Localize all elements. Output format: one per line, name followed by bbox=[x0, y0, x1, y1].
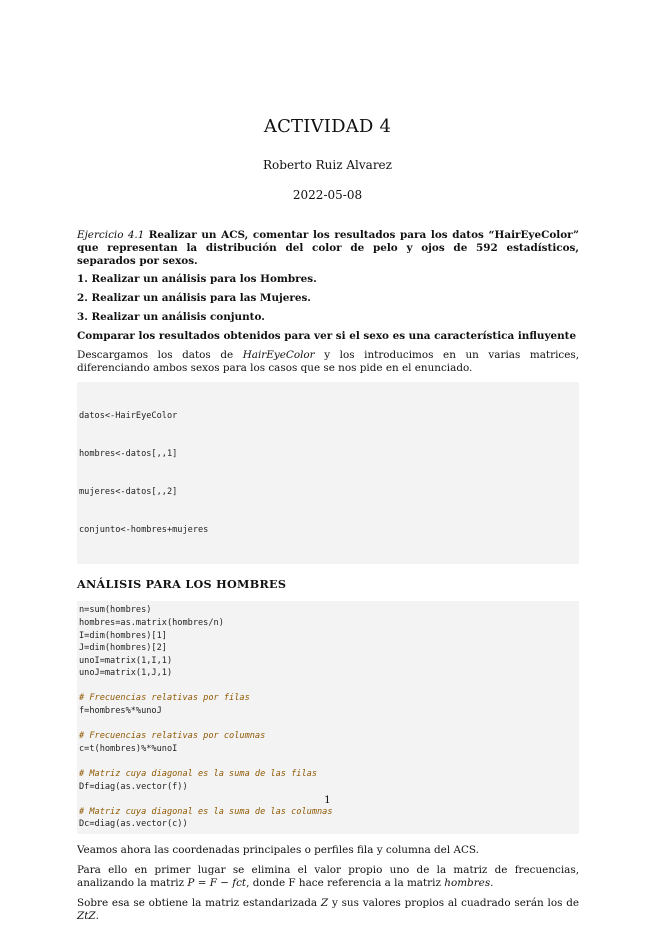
section-heading-hombres: ANÁLISIS PARA LOS HOMBRES bbox=[77, 577, 287, 592]
code-line: f=hombres%*%unoJ bbox=[79, 706, 162, 717]
code-line: Dc=diag(as.vector(c)) bbox=[79, 819, 188, 830]
code-line bbox=[79, 718, 577, 731]
dataset-name: HairEyeColor bbox=[242, 349, 315, 361]
paragraph-standardized: Sobre esa se obtiene la matriz estandarizada Z y sus valores propios al cuadrado serán los de ZtZ. bbox=[77, 897, 579, 922]
code-line: Df=diag(as.vector(f)) bbox=[79, 781, 188, 792]
code-line: unoI=matrix(1,I,1) bbox=[79, 655, 173, 666]
code-line: mujeres<-datos[,,2] bbox=[79, 486, 178, 497]
document-date: 2022-05-08 bbox=[292, 188, 363, 202]
compare-statement: Comparar los resultados obtenidos para ver si el sexo es una característica influyente bbox=[77, 330, 577, 342]
exercise-text: Realizar un ACS, comentar los resultados para los datos “HairEyeColor” que representan la distribución del color de pelo y ojos de 592 estadísticos, separados por sexos. bbox=[77, 229, 579, 267]
code-line bbox=[79, 680, 577, 693]
paragraph-coordinates: Veamos ahora las coordenadas principales o perfiles fila y columna del ACS. bbox=[77, 844, 479, 856]
exercise-label: Ejercicio 4.1 bbox=[77, 229, 145, 241]
code-line: unoJ=matrix(1,J,1) bbox=[79, 668, 173, 679]
code-line: I=dim(hombres)[1] bbox=[79, 630, 167, 641]
task-item-2: 2. Realizar un análisis para las Mujeres. bbox=[77, 292, 311, 304]
code-block-data bbox=[77, 382, 579, 564]
code-line: hombres=as.matrix(hombres/n) bbox=[79, 617, 224, 628]
code-comment-line: # Frecuencias relativas por filas bbox=[79, 693, 250, 704]
code-line: datos<-HairEyeColor bbox=[79, 411, 178, 422]
document-author: Roberto Ruiz Alvarez bbox=[263, 158, 392, 172]
page-number: 1 bbox=[324, 794, 331, 806]
code-line bbox=[79, 755, 577, 768]
code-line: n=sum(hombres) bbox=[79, 605, 152, 616]
code-comment-line: # Matriz cuya diagonal es la suma de las filas bbox=[79, 769, 317, 780]
code-line: conjunto<-hombres+mujeres bbox=[79, 524, 209, 535]
document-body bbox=[77, 229, 579, 930]
code-line: hombres<-datos[,,1] bbox=[79, 448, 178, 459]
document-title: ACTIVIDAD 4 bbox=[263, 116, 392, 137]
paragraph-matrix: Para ello en primer lugar se elimina el valor propio uno de la matriz de frecuencias, analizando la matriz P = F − fct, donde F hace referencia a la matriz hombres. bbox=[77, 864, 579, 889]
math-ztz: ZtZ bbox=[77, 910, 96, 922]
task-item-3: 3. Realizar un análisis conjunto. bbox=[77, 311, 265, 323]
code-comment-line: # Matriz cuya diagonal es la suma de las columnas bbox=[79, 806, 333, 817]
code-comment-line: # Frecuencias relativas por columnas bbox=[79, 731, 266, 742]
exercise-statement bbox=[77, 229, 579, 268]
matrix-name: hombres bbox=[444, 877, 491, 889]
math-expression: P = F − fct bbox=[187, 877, 247, 889]
code-line: c=t(hombres)%*%unoI bbox=[79, 743, 178, 754]
math-z: Z bbox=[320, 897, 329, 909]
code-line: J=dim(hombres)[2] bbox=[79, 643, 167, 654]
task-item-1: 1. Realizar un análisis para los Hombres. bbox=[77, 273, 317, 285]
intro-paragraph: Descargamos los datos de HairEyeColor y los introducimos en un varias matrices, diferenciando ambos sexos para los casos que se nos pide en el enunciado. bbox=[77, 349, 580, 374]
